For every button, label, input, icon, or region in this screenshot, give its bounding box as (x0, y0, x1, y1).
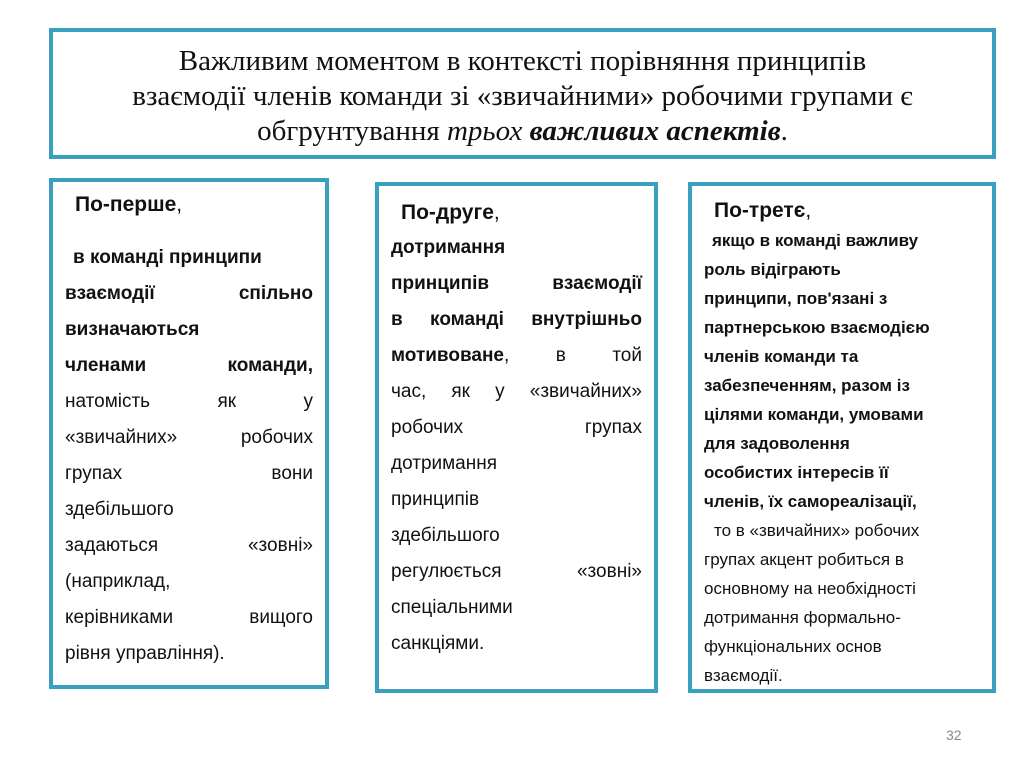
body-text: дотримання (391, 453, 498, 474)
text-line (391, 626, 642, 662)
body-text: робочих групах (391, 417, 642, 438)
bold-text: забезпеченням, разом із (704, 376, 910, 395)
text-line (65, 528, 313, 564)
text-line (65, 384, 313, 420)
text-line (704, 487, 982, 516)
text-line (704, 545, 982, 574)
body-text: (наприклад, (65, 571, 171, 592)
text-line (704, 284, 982, 313)
bold-text: особистих інтересів її (704, 463, 889, 482)
text-line (65, 456, 313, 492)
bold-text: членами команди, (65, 355, 313, 376)
bold-text: принципів взаємодії (391, 273, 642, 294)
title-period: . (780, 115, 788, 147)
text-line (65, 636, 313, 672)
bold-text: для задоволення (704, 434, 850, 453)
title-italic: трьох (446, 115, 523, 147)
body-text: керівниками вищого (65, 607, 313, 628)
text-line (65, 276, 313, 312)
aspect-heading-comma: , (805, 199, 812, 222)
aspect-heading-text: По-третє (714, 199, 806, 222)
text-line (391, 410, 642, 446)
text-line (704, 400, 982, 429)
body-text: здебільшого (391, 525, 500, 546)
aspect-heading-text: По-друге (401, 201, 494, 224)
body-text: час, як у «звичайних» (391, 381, 642, 402)
body-text: здебільшого (65, 499, 174, 520)
body-text: групах вони (65, 463, 313, 484)
text-line (391, 230, 642, 266)
text-line (391, 518, 642, 554)
aspect-heading-comma: , (493, 201, 500, 224)
aspect-heading (401, 198, 642, 228)
page-number: 32 (946, 727, 962, 743)
text-line (65, 348, 313, 384)
aspect-box-first (49, 178, 329, 689)
text-line (391, 338, 642, 374)
text-line (65, 312, 313, 348)
body-text: рівня управління). (65, 643, 225, 664)
aspect-heading (75, 190, 313, 220)
text-line (704, 574, 982, 603)
text-line (65, 240, 313, 276)
body-text: «звичайних» робочих (65, 427, 313, 448)
text-line (704, 458, 982, 487)
title-line-1: Важливим моментом в контексті порівняння принципів (178, 45, 867, 77)
text-line (704, 371, 982, 400)
bold-text: якщо в команді важливу (712, 231, 919, 250)
bold-text: в команді внутрішньо (391, 309, 642, 330)
text-line (65, 492, 313, 528)
text-line (391, 374, 642, 410)
text-line (391, 482, 642, 518)
bold-text: в команді принципи (73, 247, 262, 268)
text-line (704, 661, 982, 690)
bold-text: цілями команди, умовами (704, 405, 924, 424)
title-text: обгрунтування (257, 115, 447, 147)
bold-text: мотивоване (391, 345, 504, 366)
aspect-box-second (375, 182, 658, 693)
title-emphasis: важливих аспектів (529, 115, 781, 147)
bold-text: роль відіграють (704, 260, 841, 279)
aspect-heading-comma: , (176, 193, 183, 216)
bold-text: членів команди та (704, 347, 859, 366)
body-text: спеціальними (391, 597, 513, 618)
text-line (391, 554, 642, 590)
text-line (704, 226, 982, 255)
body-text: задаються «зовні» (65, 535, 313, 556)
text-line (704, 603, 982, 632)
title-space (522, 115, 529, 147)
text-line (391, 590, 642, 626)
body-text: взаємодії. (704, 666, 783, 685)
text-line (391, 302, 642, 338)
text-line (704, 313, 982, 342)
text-line (704, 429, 982, 458)
text-line (65, 600, 313, 636)
aspect-heading-text: По-перше (75, 193, 177, 216)
text-line (704, 342, 982, 371)
bold-text: принципи, пов'язані з (704, 289, 888, 308)
text-line (65, 564, 313, 600)
bold-text: визначаються (65, 319, 200, 340)
title-line-3 (53, 114, 992, 149)
body-text: натомість як у (65, 391, 313, 412)
body-text: регулюється «зовні» (391, 561, 642, 582)
body-text: то в «звичайних» робочих (714, 521, 920, 540)
text-line (391, 446, 642, 482)
body-text: групах акцент робиться в (704, 550, 904, 569)
title-box (49, 28, 996, 159)
body-text: принципів (391, 489, 480, 510)
text-line (704, 632, 982, 661)
body-text: основному на необхідності (704, 579, 916, 598)
text-line (704, 516, 982, 545)
body-text: функціональних основ (704, 637, 882, 656)
text-line (391, 266, 642, 302)
text-line (704, 255, 982, 284)
text-line (65, 420, 313, 456)
body-text: , в той (504, 345, 642, 366)
bold-text: дотримання (391, 237, 506, 258)
bold-text: взаємодії спільно (65, 283, 313, 304)
aspect-heading (714, 196, 982, 226)
body-text: санкціями. (391, 633, 485, 654)
body-text: дотримання формально- (704, 608, 901, 627)
title-line-2: взаємодії членів команди зі «звичайними» робочими групами є (132, 80, 913, 112)
bold-text: партнерською взаємодією (704, 318, 930, 337)
aspect-box-third (688, 182, 996, 693)
bold-text: членів, їх самореалізації, (704, 492, 917, 511)
